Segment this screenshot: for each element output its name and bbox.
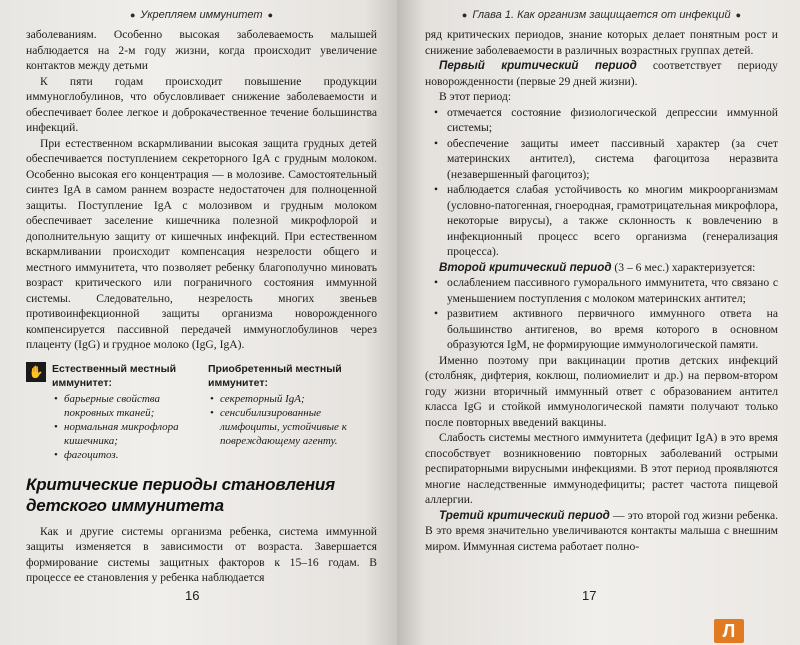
page-number: 17 <box>582 588 597 603</box>
natural-immunity-title: Естественный местный иммунитет: <box>52 362 177 389</box>
immunity-info-box <box>26 362 377 462</box>
acquired-immunity-title: Приобретенный местный иммунитет: <box>208 362 342 389</box>
paragraph: При естественном вскармливании высокая защита грудных детей обеспечивается поступлением секреторного IgA с грудным молоком. Особенно высокая его концентрация — в молозиве. Самостоятельный синтез IgA в самом раннем возрасте недостаточен для полноценной защиты. Поступление IgA с молозивом и грудным молоком обеспечивает заселение кишечника полезной микрофлорой и дополнительную защиту от кишечных инфекций. При естественном вскармливании происходит компенсация незрелости общего и местного иммунитета, что позволяет ребенку благополучно миновать возраст критического или пограничного состояния иммунной системы. Следовательно, незрелость многих звеньев противоинфекционной защиты организма новорожденного компенсируется пассивной передачей иммуноглобулинов через плаценту (IgG) и грудное молоко (IgG, IgA). <box>26 136 377 351</box>
left-page <box>0 0 397 645</box>
list-item: • фагоцитоз. <box>52 448 202 462</box>
paragraph: К пяти годам происходит повышение продукции иммуноглобулинов, что обусловливает снижение заболеваемости и обеспечивает более легкое и доброкачественное течение большинства инфекций. <box>26 74 377 134</box>
paragraph: ряд критических периодов, знание которых делает понятным рост и снижение заболеваемости в различных возрастных группах детей. <box>425 28 778 57</box>
paragraph: Второй критический период (3 – 6 мес.) характеризуется: <box>439 260 756 274</box>
period-label: Третий критический период <box>439 508 610 522</box>
paragraph: Первый критический период соответствует периоду новорожденности (первые 29 дней жизни). <box>425 59 778 88</box>
first-period-list <box>425 105 778 260</box>
list-item: • обеспечение защиты имеет пассивный характер (за счет материнских антител), система фагоцитоза неразвита (незавершенный фагоцитоз); <box>425 136 778 183</box>
paragraph: Именно поэтому при вакцинации против детских инфекций (столбняк, дифтерия, коклюш, полиомиелит и др.) на первом-втором году жизни вторичный иммунный ответ с образованием антител класса IgG и стойкой иммунологической памяти получают только после повторных введений вакцины. <box>425 353 778 429</box>
paragraph: Слабость системы местного иммунитета (дефицит IgA) в это время способствует возникновению повторных заболеваний острыми респираторными вирусными инфекциями. В этот период проявляются многие наследственные иммунодефициты; растет частота пищевой аллергии. <box>425 431 778 506</box>
page-number: 16 <box>185 588 200 603</box>
hand-icon: ✋ <box>26 362 46 382</box>
natural-immunity-column <box>52 362 202 462</box>
publisher-logo: Л <box>714 619 744 643</box>
running-header: ● Укрепляем иммунитет ● <box>129 9 273 21</box>
acquired-immunity-column <box>208 362 356 462</box>
paragraph: заболеваниям. Особенно высокая заболеваемость малышей наблюдается на 2-м году жизни, когда происходит увеличение контактов между детьми <box>26 28 377 72</box>
running-header: ● Глава 1. Как организм защищается от инфекций ● <box>461 9 742 21</box>
list-item: • секреторный IgA; <box>208 392 356 406</box>
left-body-text <box>26 27 377 353</box>
list-item: • ослаблением пассивного гуморального иммунитета, что связано с уменьшением поступления с молоком материнских антител; <box>425 275 778 306</box>
list-item: • сенсибилизированные лимфоциты, устойчивые к повреждающему агенту. <box>208 406 356 448</box>
section-text <box>26 524 377 586</box>
list-item: • отмечается состояние физиологической депрессии иммунной системы; <box>425 105 778 136</box>
section-title: Критические периоды становления детского иммунитета <box>26 474 335 515</box>
paragraph: В этот период: <box>439 90 512 103</box>
list-item: • барьерные свойства покровных тканей; <box>52 392 202 420</box>
list-item: • нормальная микрофлора кишечника; <box>52 420 202 448</box>
paragraph: Третий критический период — это второй год жизни ребенка. В это время значительно увеличиваются контакты малыша с внешним миром. Иммунная система работает полно- <box>425 508 779 553</box>
period-label: Второй критический период <box>439 260 612 274</box>
paragraph: Как и другие системы организма ребенка, система иммунной защиты изменяется в зависимости от возраста. Завершается формирование системы защитных факторов к 15–16 годам. В процессе ее становления у ребенка наблюдается <box>26 524 377 584</box>
right-body-text <box>425 27 778 554</box>
list-item: • наблюдается слабая устойчивость ко многим микроорганизмам (условно-патогенная, гноеродная, грамотрицательная микрофлора, некоторые вирусы), а также склонность к вовлечению в инфекционный процесс всего организма (генерализация процесса). <box>425 182 778 260</box>
period-label: Первый критический период <box>439 59 637 72</box>
right-page <box>397 0 800 645</box>
second-period-list <box>425 275 778 353</box>
list-item: • развитием активного первичного иммунного ответа на большинство антигенов, во время которого в основном образуются IgM, не формирующие иммунологической памяти. <box>425 306 778 353</box>
